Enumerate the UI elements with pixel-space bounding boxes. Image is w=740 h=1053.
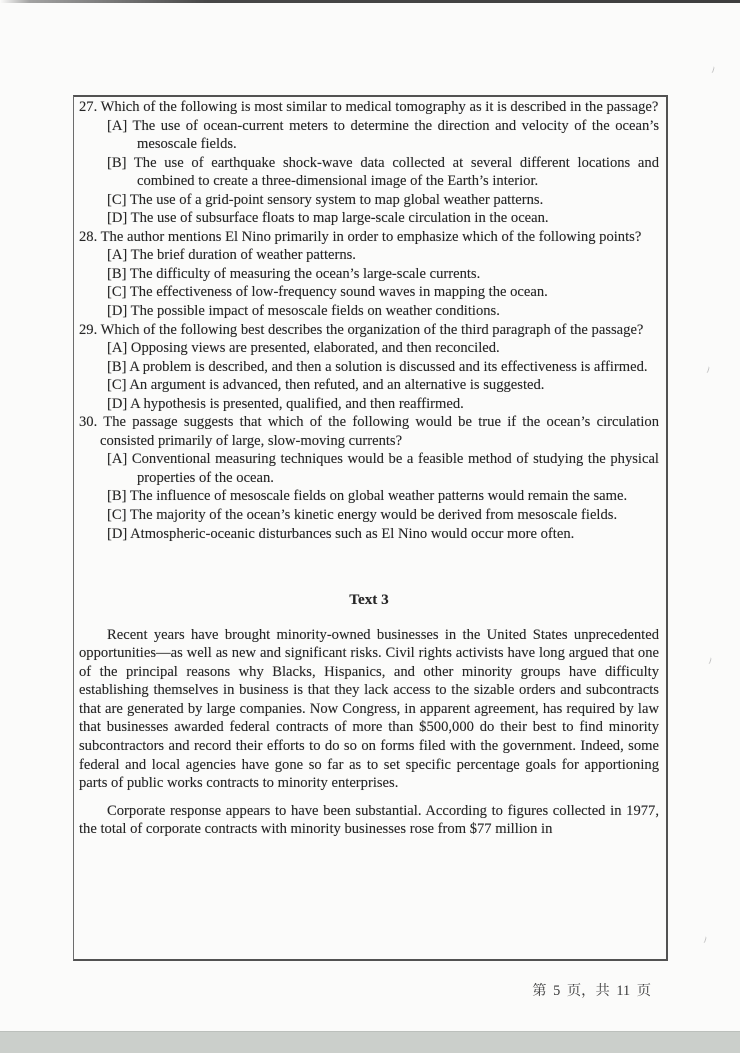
option-label: [A]: [107, 247, 128, 264]
option-label: [D]: [107, 525, 128, 542]
option-text: The brief duration of weather patterns.: [130, 247, 356, 264]
option-text: A problem is described, and then a solution is discussed and its effectiveness is affirmed.: [129, 358, 648, 375]
question-text: The author mentions El Nino primarily in order to emphasize which of the following points?: [100, 228, 642, 245]
option-text: Opposing views are presented, elaborated, and then reconciled.: [130, 340, 500, 357]
answer-option: [107, 339, 659, 358]
question-stem: [79, 98, 659, 117]
answer-option: [107, 265, 659, 284]
option-label: [B]: [107, 265, 127, 282]
option-text: The difficulty of measuring the ocean’s large-scale currents.: [129, 265, 481, 282]
option-label: [B]: [107, 488, 127, 505]
option-text: The effectiveness of low-frequency sound waves in mapping the ocean.: [129, 284, 548, 301]
option-label: [D]: [107, 395, 128, 412]
answer-option: [107, 525, 659, 544]
question-number: 30.: [79, 414, 98, 431]
answer-option: [107, 395, 659, 414]
answer-option: [107, 376, 659, 395]
answer-option: [107, 117, 659, 154]
scan-edge-bottom: [0, 1031, 740, 1053]
scan-artifact: [704, 366, 710, 374]
question-text: Which of the following best describes the organization of the third paragraph of the passage?: [100, 321, 644, 338]
passage-paragraph: Corporate response appears to have been substantial. According to figures collected in 1977, the total of corporate contracts with minority businesses rose from $77 million in: [79, 802, 659, 838]
answer-option: [107, 154, 659, 191]
question-block: [79, 321, 659, 414]
scan-artifact: [701, 936, 707, 944]
option-text: The use of a grid-point sensory system to map global weather patterns.: [129, 191, 544, 208]
option-text: The influence of mesoscale fields on global weather patterns would remain the same.: [129, 488, 628, 505]
passage-paragraph: Recent years have brought minority-owned businesses in the United States unprecedented opportunities—as well as new and significant risks. Civil rights activists have long argued that one of the principal reasons why Blacks, Hispanics, and other minority groups have difficulty establishing themselves in business is that they lack access to the sizable orders and subcontracts that are generated by large companies. Now Congress, in apparent agreement, has required by law that businesses awarded federal contracts of more than $500,000 do their best to find minority subcontractors and record their efforts to do so on forms filed with the government. Indeed, some federal and local agencies have gone so far as to set specific percentage goals for apportioning parts of public works contracts to minority enterprises.: [79, 626, 659, 792]
option-label: [D]: [107, 210, 128, 227]
answer-option: [107, 302, 659, 321]
page-number-footer: 第 5 页，共 11 页: [532, 983, 651, 999]
answer-option: [107, 283, 659, 302]
answer-option: [107, 487, 659, 506]
answer-option: [107, 191, 659, 210]
option-label: [C]: [107, 191, 127, 208]
question-stem: [79, 228, 659, 247]
option-text: The use of earthquake shock-wave data collected at several different locations and combined to create a three-dimensional image of the Earth’s interior.: [133, 154, 659, 190]
option-text: Atmospheric-oceanic disturbances such as El Nino would occur more often.: [130, 525, 575, 542]
option-label: [A]: [107, 451, 128, 468]
option-label: [A]: [107, 340, 128, 357]
question-block: [79, 228, 659, 321]
scan-edge-top: [0, 0, 740, 3]
option-text: The majority of the ocean’s kinetic energy would be derived from mesoscale fields.: [129, 507, 618, 524]
option-label: [D]: [107, 303, 128, 320]
option-label: [B]: [107, 358, 127, 375]
scan-artifact: [709, 66, 715, 74]
question-number: 29.: [79, 321, 98, 338]
option-label: [C]: [107, 377, 127, 394]
option-label: [C]: [107, 284, 127, 301]
question-text: The passage suggests that which of the following would be true if the ocean’s circulation consisted primarily of large, slow-moving currents?: [100, 414, 659, 449]
text3-heading: Text 3: [349, 591, 389, 609]
answer-option: [107, 450, 659, 487]
answer-option: [107, 246, 659, 265]
question-stem: [79, 413, 659, 450]
question-stem: [79, 321, 659, 340]
option-text: The use of ocean-current meters to determine the direction and velocity of the ocean’s mesoscale fields.: [132, 117, 659, 153]
question-number: 27.: [79, 99, 98, 115]
option-label: [B]: [107, 154, 127, 171]
exam-content-box: [73, 95, 668, 961]
option-text: A hypothesis is presented, qualified, and then reaffirmed.: [130, 395, 464, 412]
question-block: [79, 98, 659, 228]
option-label: [A]: [107, 117, 128, 134]
scan-artifact: [706, 657, 712, 665]
question-text: Which of the following is most similar to medical tomography as it is described in the passage?: [100, 99, 659, 115]
option-label: [C]: [107, 507, 127, 524]
option-text: Conventional measuring techniques would be a feasible method of studying the physical properties of the ocean.: [131, 451, 659, 486]
question-number: 28.: [79, 228, 98, 245]
answer-option: [107, 506, 659, 525]
option-text: The use of subsurface floats to map large-scale circulation in the ocean.: [130, 210, 549, 227]
option-text: An argument is advanced, then refuted, and an alternative is suggested.: [129, 377, 545, 394]
passage-section: [79, 626, 659, 839]
answer-option: [107, 358, 659, 377]
question-block: [79, 413, 659, 543]
questions-section: [79, 98, 659, 543]
option-text: The possible impact of mesoscale fields on weather conditions.: [130, 303, 500, 320]
answer-option: [107, 209, 659, 228]
